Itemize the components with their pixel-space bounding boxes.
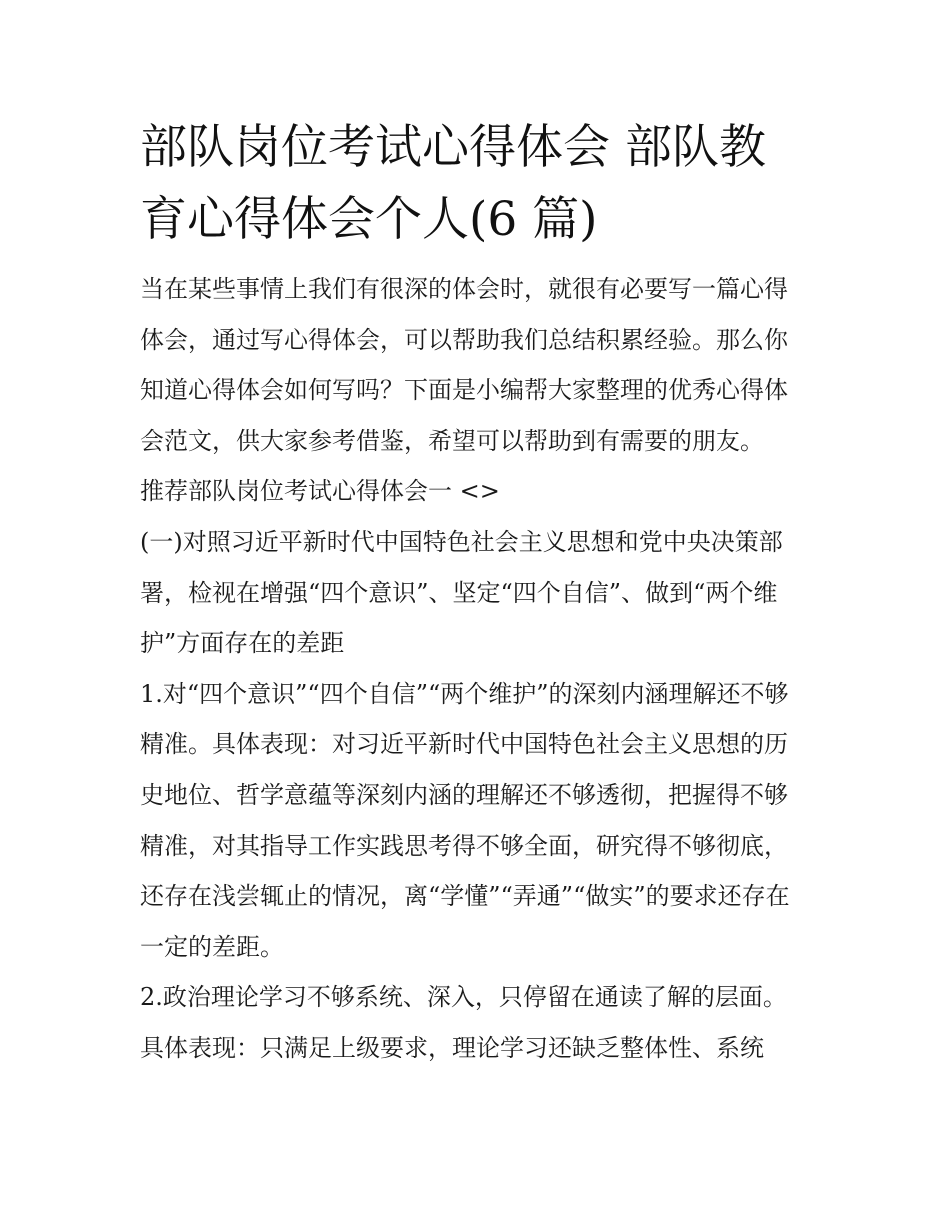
text-line: 会范文，供大家参考借鉴，希望可以帮助到有需要的朋友。 — [140, 426, 764, 455]
text-line: (一)对照习近平新时代中国特色社会主义思想和党中央决策部 — [140, 527, 783, 556]
document-body — [140, 264, 820, 1074]
body-paragraph — [140, 972, 820, 1073]
text-line: 精准，对其指导工作实践思考得不够全面，研究得不够彻底， — [140, 831, 788, 860]
title-line: 育心得体会个人(6 篇) — [140, 192, 598, 247]
text-line: 史地位、哲学意蕴等深刻内涵的理解还不够透彻，把握得不够 — [140, 780, 788, 809]
text-line: 具体表现：只满足上级要求，理论学习还缺乏整体性、系统 — [140, 1033, 764, 1062]
text-line: 2.政治理论学习不够系统、深入，只停留在通读了解的层面。 — [140, 983, 787, 1012]
text-line: 还存在浅尝辄止的情况，离“学懂”“弄通”“做实”的要求还存在 — [140, 882, 790, 911]
text-line: 署，检视在增强“四个意识”、坚定“四个自信”、做到“两个维 — [140, 578, 778, 607]
text-line: 知道心得体会如何写吗？下面是小编帮大家整理的优秀心得体 — [140, 376, 788, 405]
text-line: 1.对“四个意识”“四个自信”“两个维护”的深刻内涵理解还不够 — [140, 679, 789, 708]
body-paragraph — [140, 669, 820, 973]
text-line: 一定的差距。 — [140, 932, 284, 961]
text-line: 体会，通过写心得体会，可以帮助我们总结积累经验。那么你 — [140, 325, 788, 354]
text-line: 推荐部队岗位考试心得体会一 <> — [140, 477, 500, 506]
text-line: 当在某些事情上我们有很深的体会时，就很有必要写一篇心得 — [140, 275, 788, 303]
body-paragraph — [140, 517, 820, 669]
intro-paragraph — [140, 264, 820, 466]
section-heading — [140, 466, 820, 517]
title-line: 部队岗位考试心得体会 部队教 — [140, 120, 766, 175]
document-page — [140, 112, 820, 1074]
text-line: 护”方面存在的差距 — [140, 629, 345, 658]
document-title — [140, 112, 820, 256]
text-line: 精准。具体表现：对习近平新时代中国特色社会主义思想的历 — [140, 730, 788, 759]
